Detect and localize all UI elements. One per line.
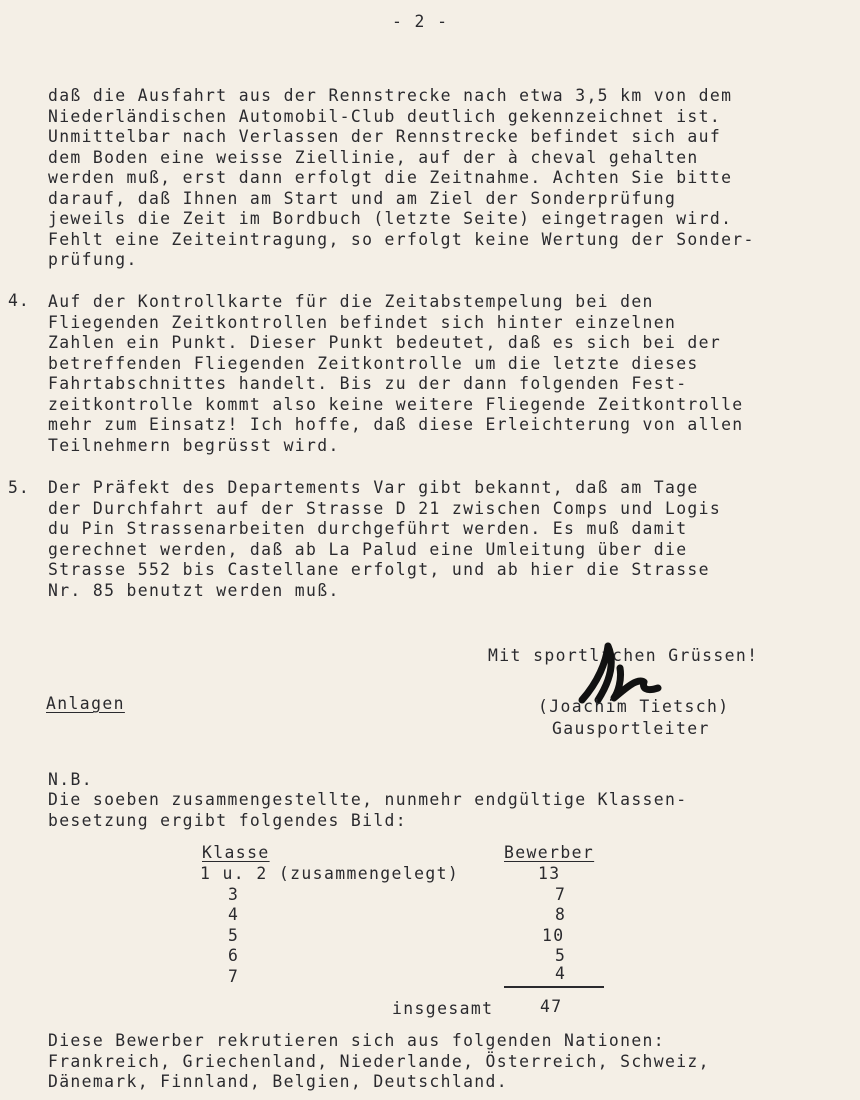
table-row-klasse: 4 [228,905,240,924]
text-line: betreffenden Fliegenden Zeitkontrolle um die letzte dieses [48,353,699,373]
text-line: Teilnehmern begrüsst wird. [48,435,340,455]
nations-text [48,1031,848,1093]
text-line: dem Boden eine weisse Ziellinie, auf der à cheval gehalten [48,147,699,167]
table-row-klasse: 6 [228,946,240,965]
total-value: 47 [540,997,563,1016]
item-number-5: 5. [8,478,30,497]
closing-greeting: Mit sportlichen Grüssen! [488,646,759,665]
text-line: Fahrtabschnittes handelt. Bis zu der dann folgenden Fest- [48,374,688,393]
text-line: Strasse 552 bis Castellane erfolgt, und ab hier die Strasse [48,560,710,579]
page-number: - 2 - [392,12,449,31]
text-line: prüfung. [48,250,138,269]
text-line: Zahlen ein Punkt. Dieser Punkt bedeutet, daß es sich bei der [48,333,722,352]
text-line: daß die Ausfahrt aus der Rennstrecke nach etwa 3,5 km von dem [48,86,733,105]
text-line: zeitkontrolle kommt also keine weitere Fliegende Zeitkontrolle [48,394,744,414]
text-line: Unmittelbar nach Verlassen der Rennstrecke befindet sich auf [48,127,722,146]
text-line: jeweils die Zeit im Bordbuch (letzte Seite) eingetragen wird. [48,209,733,228]
text-line: du Pin Strassenarbeiten durchgeführt werden. Es muß damit [48,519,688,538]
paragraph-item-4 [48,292,848,456]
text-line: Niederländischen Automobil-Club deutlich gekennzeichnet ist. [48,106,722,126]
text-line: Nr. 85 benutzt werden muß. [48,580,340,600]
paragraph-item-5 [48,478,848,601]
text-line: Dänemark, Finnland, Belgien, Deutschland. [48,1072,508,1091]
text-line: darauf, daß Ihnen am Start und am Ziel der Sonderprüfung [48,188,677,208]
table-header-bewerber: Bewerber [504,843,595,862]
table-row-bewerber: 4 [555,964,567,983]
nb-text [48,790,848,831]
text-line: besetzung ergibt folgendes Bild: [48,810,407,830]
table-row-bewerber: 10 [542,926,565,945]
handwritten-signature [568,642,668,704]
table-row-klasse: 3 [228,885,240,904]
text-line: Auf der Kontrollkarte für die Zeitabstempelung bei den [48,292,654,311]
table-row-bewerber: 7 [555,885,567,904]
table-row-klasse: 1 u. 2 (zusammengelegt) [200,864,460,883]
text-line: mehr zum Einsatz! Ich hoffe, daß diese Erleichterung von allen [48,415,744,434]
paragraph-continued [48,86,848,271]
text-line: Die soeben zusammengestellte, nunmehr endgültige Klassen- [48,790,688,809]
table-row-bewerber: 5 [555,946,567,965]
signatory-title: Gausportleiter [552,719,710,738]
total-label: insgesamt [392,999,494,1018]
text-line: werden muß, erst dann erfolgt die Zeitnahme. Achten Sie bitte [48,168,733,187]
text-line: Fehlt eine Zeiteintragung, so erfolgt keine Wertung der Sonder- [48,229,755,249]
signatory-name: (Joachim Tietsch) [538,697,730,716]
text-line: gerechnet werden, daß ab La Palud eine Umleitung über die [48,539,688,559]
text-line: Diese Bewerber rekrutieren sich aus folgenden Nationen: [48,1031,665,1050]
text-line: Der Präfekt des Departements Var gibt bekannt, daß am Tage [48,478,699,497]
table-row-klasse: 5 [228,926,240,945]
text-line: Fliegenden Zeitkontrollen befindet sich hinter einzelnen [48,312,677,332]
nb-label: N.B. [48,770,94,789]
item-number-4: 4. [8,291,30,310]
text-line: der Durchfahrt auf der Strasse D 21 zwischen Comps und Logis [48,498,722,518]
text-line: Frankreich, Griechenland, Niederlande, Österreich, Schweiz, [48,1051,710,1071]
table-row-klasse: 7 [228,967,240,986]
table-row-bewerber: 13 [538,864,561,883]
sum-rule [504,986,604,988]
table-header-klasse: Klasse [202,843,270,862]
table-row-bewerber: 8 [555,905,567,924]
attachments-label: Anlagen [46,694,125,713]
